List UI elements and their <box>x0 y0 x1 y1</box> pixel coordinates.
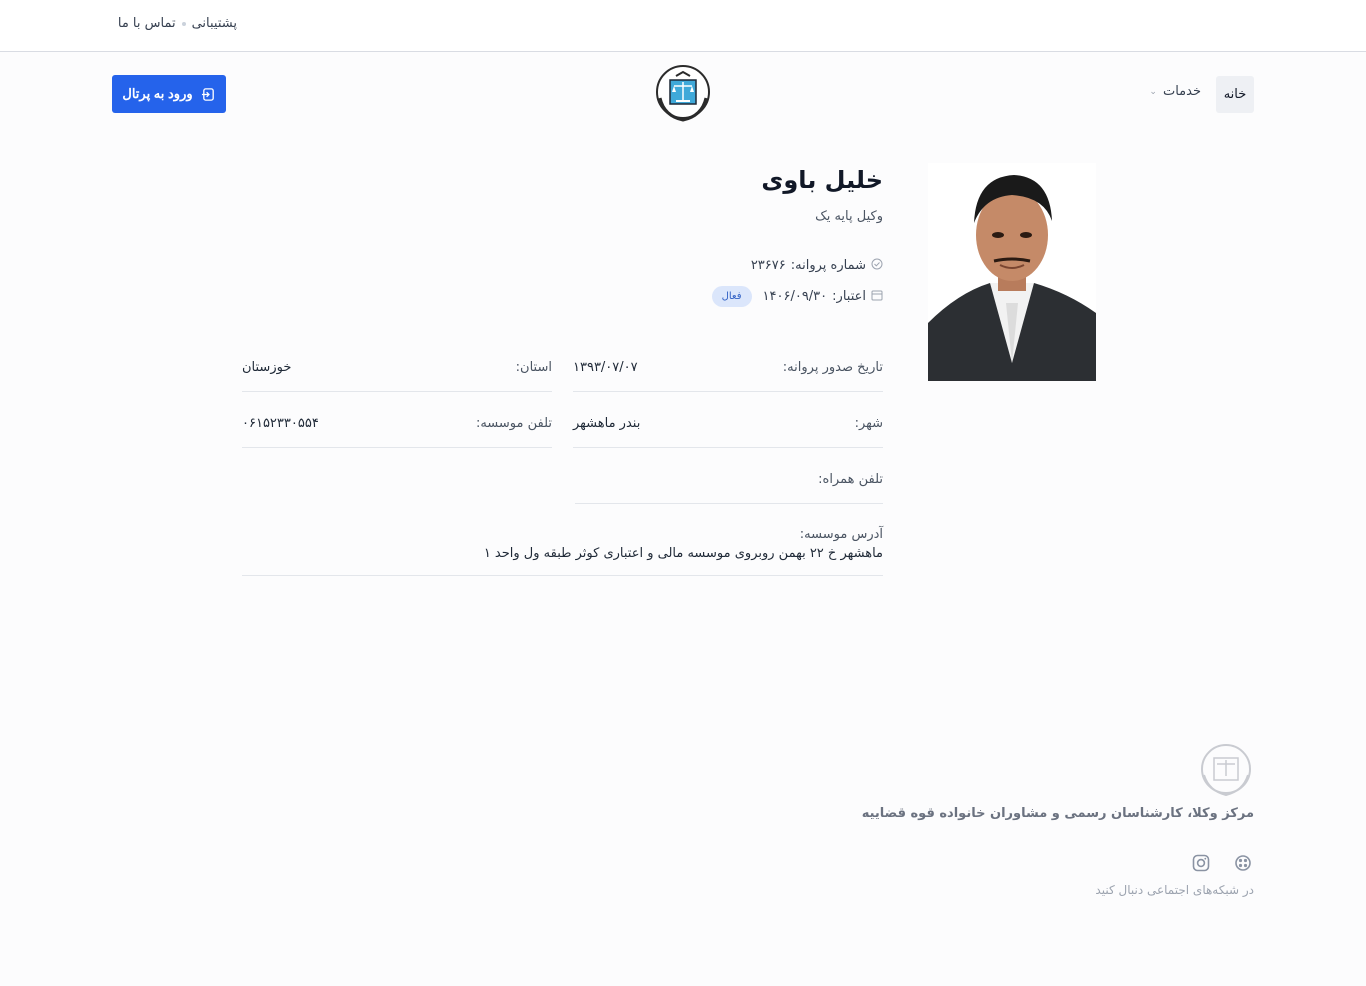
nav-services-dropdown[interactable] <box>1149 84 1201 99</box>
mobile-label: تلفن همراه: <box>818 472 883 487</box>
check-circle-icon <box>871 258 883 273</box>
social-follow-text: در شبکه‌های اجتماعی دنبال کنید <box>1095 883 1254 897</box>
license-label: شماره پروانه: <box>790 258 866 273</box>
nav-services-label: خدمات <box>1162 84 1201 99</box>
calendar-icon <box>871 289 883 304</box>
address-value: ماهشهر خ ۲۲ بهمن روبروی موسسه مالی و اعتباری کوثر طبقه ول واحد ۱ <box>483 546 883 561</box>
lawyer-rank: وکیل پایه یک <box>815 209 883 224</box>
login-icon <box>201 87 216 102</box>
lawyer-name: خلیل باوی <box>761 166 883 194</box>
top-bar <box>0 0 1366 52</box>
office-phone-value: ۰۶۱۵۲۳۳۰۵۵۴ <box>242 416 319 431</box>
province-value: خوزستان <box>242 360 292 375</box>
support-link[interactable]: پشتیبانی <box>191 16 237 31</box>
portal-login-button[interactable] <box>112 75 226 113</box>
office-phone-label: تلفن موسسه: <box>475 416 552 431</box>
footer-logo <box>1199 743 1253 797</box>
nav-home-label: خانه <box>1223 87 1247 102</box>
province-label: استان: <box>515 360 552 375</box>
city-label: شهر: <box>854 416 883 431</box>
lawyer-photo <box>928 163 1096 381</box>
province-field <box>242 360 552 392</box>
social-links <box>1190 852 1254 874</box>
aparat-icon[interactable] <box>1232 852 1254 874</box>
validity-label: اعتبار: <box>832 289 866 304</box>
chevron-down-icon: ⌄ <box>1149 86 1157 97</box>
address-label: آدرس موسسه: <box>799 527 883 542</box>
issue-date-value: ۱۳۹۳/۰۷/۰۷ <box>573 360 638 375</box>
office-phone-field <box>242 416 552 448</box>
mobile-field <box>575 472 883 504</box>
license-row <box>751 258 883 273</box>
contact-link[interactable]: تماس با ما <box>117 16 176 31</box>
city-field <box>573 416 883 448</box>
issue-date-label: تاریخ صدور پروانه: <box>782 360 883 375</box>
nav-home[interactable] <box>1216 76 1254 113</box>
judiciary-logo[interactable] <box>654 64 712 124</box>
city-value: بندر ماهشهر <box>573 416 641 431</box>
issue-date-field <box>573 360 883 392</box>
portal-login-label: ورود به پرتال <box>122 86 193 101</box>
license-number: ۲۳۶۷۶ <box>750 258 786 273</box>
status-badge: فعال <box>712 286 752 307</box>
top-links <box>118 16 237 31</box>
address-field <box>242 527 883 576</box>
instagram-icon[interactable] <box>1190 852 1212 874</box>
footer-title: مرکز وکلا، کارشناسان رسمی و مشاوران خانواده قوه قضاییه <box>861 806 1254 821</box>
validity-date: ۱۴۰۶/۰۹/۳۰ <box>762 289 828 304</box>
separator-dot <box>182 22 186 26</box>
validity-row <box>712 286 883 307</box>
